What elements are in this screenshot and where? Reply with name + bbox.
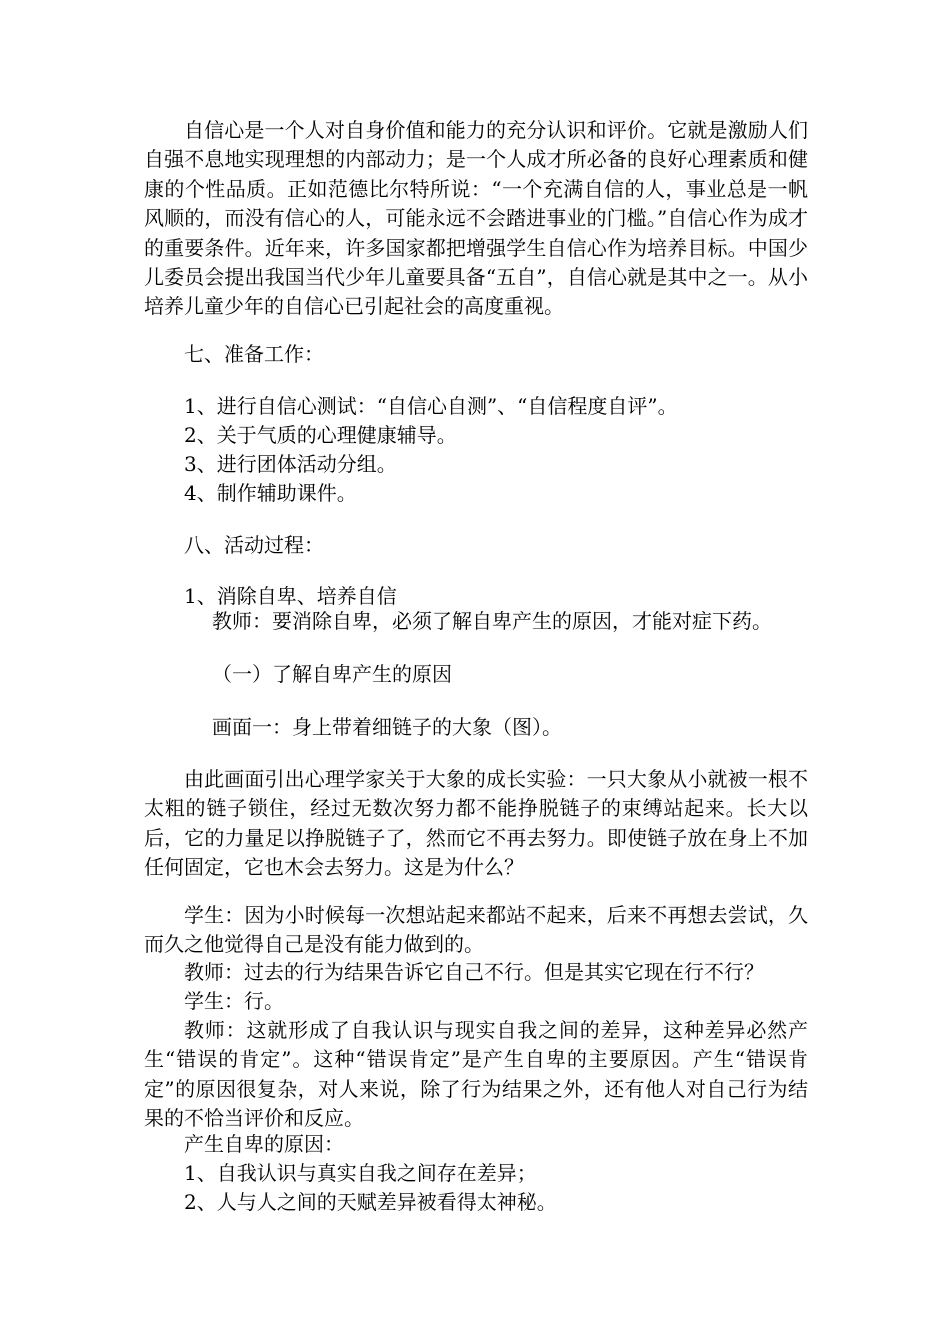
section-heading-process: 八、活动过程： — [184, 533, 324, 557]
elephant-paragraph: 由此画面引出心理学家关于大象的成长实验：一只大象从小就被一根不太粗的链子锁住，经过无数次努力都不能挣脱链子的束缚站起来。长大以后，它的力量足以挣脱链子了，然而它不再去努力。即使链子放在身上不加任何固定，它也木会去努力。这是为什么？ — [144, 767, 808, 880]
prep-item: 3、进行团体活动分组。 — [184, 452, 397, 476]
causes-heading: 产生自卑的原因： — [184, 1132, 344, 1156]
subsection-title: （一）了解自卑产生的原因 — [212, 662, 452, 686]
intro-paragraph: 自信心是一个人对自身价值和能力的充分认识和评价。它就是激励人们自强不息地实现理想的内部动力；是一个人成才所必备的良好心理素质和健康的个性品质。正如范德比尔特所说：“一个充满自信的人，事业总是一帆风顺的，而没有信心的人，可能永远不会踏进事业的门槛。”自信心作为成才的重要条件。近年来，许多国家都把增强学生自信心作为培养目标。中国少儿委员会提出我国当代少年儿童要具备“五自”，自信心就是其中之一。从小培养儿童少年的自信心已引起社会的高度重视。 — [144, 118, 808, 319]
step-title: 1、消除自卑、培养自信 — [184, 584, 397, 608]
scene-caption: 画面一：身上带着细链子的大象（图）。 — [212, 715, 562, 739]
student-line: 学生：因为小时候每一次想站起来都站不起来，后来不再想去尝试，久而久之他觉得自己是没有能力做到的。 — [144, 903, 808, 957]
prep-item: 1、进行自信心测试：“自信心自测”、“自信程度自评”。 — [184, 394, 678, 418]
cause-item: 1、自我认识与真实自我之间存在差异； — [184, 1161, 537, 1185]
prep-item: 2、关于气质的心理健康辅导。 — [184, 423, 457, 447]
teacher-line: 教师：要消除自卑，必须了解自卑产生的原因，才能对症下药。 — [212, 609, 772, 633]
section-heading-prep: 七、准备工作： — [184, 342, 324, 366]
cause-item: 2、人与人之间的天赋差异被看得太神秘。 — [184, 1190, 557, 1214]
teacher-paragraph: 教师：这就形成了自我认识与现实自我之间的差异，这种差异必然产生“错误的肯定”。这种“错误肯定”是产生自卑的主要原因。产生“错误肯定”的原因很复杂，对人来说，除了行为结果之外，还有他人对自己行为结果的不恰当评价和反应。 — [144, 1018, 808, 1131]
student-line: 学生：行。 — [184, 989, 284, 1013]
teacher-line: 教师：过去的行为结果告诉它自己不行。但是其实它现在行不行？ — [184, 960, 764, 984]
prep-item: 4、制作辅助课件。 — [184, 481, 357, 505]
